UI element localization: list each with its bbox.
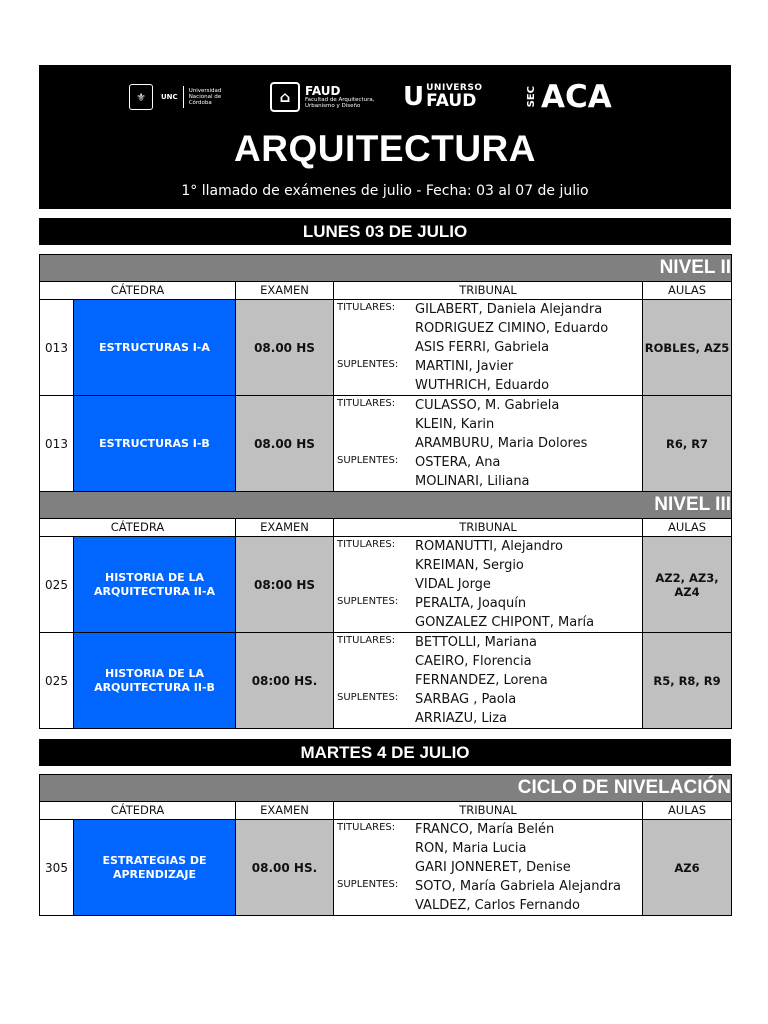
column-header-row xyxy=(40,802,732,820)
titulares-label: TITULARES: xyxy=(337,302,396,313)
page-title: ARQUITECTURA xyxy=(234,128,536,169)
schedule-table xyxy=(39,774,732,916)
column-header-examen: EXAMEN xyxy=(236,802,334,820)
tribunal-member: MARTINI, Javier xyxy=(415,359,514,374)
column-header-tribunal: TRIBUNAL xyxy=(334,282,643,300)
column-header-row xyxy=(40,282,732,300)
faud-logo-title: FAUD xyxy=(305,84,341,98)
day-heading: MARTES 4 DE JULIO xyxy=(39,739,731,766)
level-row xyxy=(40,492,732,519)
course-name: HISTORIA DE LA ARQUITECTURA II-A xyxy=(74,537,236,633)
day-heading: LUNES 03 DE JULIO xyxy=(39,218,731,245)
course-name: ESTRUCTURAS I-B xyxy=(74,396,236,492)
tribunal-member: VIDAL Jorge xyxy=(415,577,491,592)
tribunal-member: GONZALEZ CHIPONT, María xyxy=(415,615,595,630)
page-subtitle: 1° llamado de exámenes de julio - Fecha: 03 al 07 de julio xyxy=(181,183,589,199)
tribunal-member: GARI JONNERET, Denise xyxy=(415,860,571,875)
sec-aca-logo xyxy=(527,77,612,117)
course-code: 025 xyxy=(40,633,74,729)
exam-time: 08.00 HS. xyxy=(236,820,334,916)
exam-time: 08:00 HS. xyxy=(236,633,334,729)
column-header-aulas: AULAS xyxy=(643,519,732,537)
table-row xyxy=(40,396,732,492)
suplentes-label: SUPLENTES: xyxy=(337,692,399,703)
column-header-examen: EXAMEN xyxy=(236,519,334,537)
level-title: NIVEL III xyxy=(40,492,732,519)
exam-time: 08:00 HS xyxy=(236,537,334,633)
unc-logo xyxy=(129,77,223,117)
classroom: AZ2, AZ3, AZ4 xyxy=(643,537,732,633)
tribunal-member: KLEIN, Karin xyxy=(415,417,495,432)
tribunal-member: ROMANUTTI, Alejandro xyxy=(415,539,563,554)
titulares-label: TITULARES: xyxy=(337,398,396,409)
column-header-tribunal: TRIBUNAL xyxy=(334,519,643,537)
course-name: HISTORIA DE LA ARQUITECTURA II-B xyxy=(74,633,236,729)
tribunal-member: GILABERT, Daniela Alejandra xyxy=(415,302,603,317)
level-row xyxy=(40,775,732,802)
column-header-tribunal: TRIBUNAL xyxy=(334,802,643,820)
faud-mark-icon: ⌂ xyxy=(270,82,300,112)
course-code: 025 xyxy=(40,537,74,633)
faud-logo xyxy=(270,77,375,117)
column-header-examen: EXAMEN xyxy=(236,282,334,300)
tribunal-member: OSTERA, Ana xyxy=(415,455,501,470)
level-title: CICLO DE NIVELACIÓN xyxy=(40,775,732,802)
tribunal-member: SOTO, María Gabriela Alejandra xyxy=(415,879,622,894)
column-header-aulas: AULAS xyxy=(643,282,732,300)
column-header-catedra: CÁTEDRA xyxy=(40,282,236,300)
suplentes-label: SUPLENTES: xyxy=(337,879,399,890)
column-header-catedra: CÁTEDRA xyxy=(40,802,236,820)
tribunal-member: RODRIGUEZ CIMINO, Eduardo xyxy=(415,321,609,336)
tribunal-member: CULASSO, M. Gabriela xyxy=(415,398,560,413)
table-row xyxy=(40,633,732,729)
tribunal-cell xyxy=(334,396,643,492)
classroom: R5, R8, R9 xyxy=(643,633,732,729)
table-row xyxy=(40,300,732,396)
tribunal-cell xyxy=(334,537,643,633)
exam-time: 08.00 HS xyxy=(236,300,334,396)
column-header-catedra: CÁTEDRA xyxy=(40,519,236,537)
tribunal-member: PERALTA, Joaquín xyxy=(415,596,527,611)
table-row xyxy=(40,820,732,916)
course-code: 013 xyxy=(40,396,74,492)
tribunal-member: CAEIRO, Florencia xyxy=(415,654,532,669)
classroom: AZ6 xyxy=(643,820,732,916)
aca-logo-text: ACA xyxy=(541,78,612,115)
tribunal-cell xyxy=(334,820,643,916)
course-name: ESTRUCTURAS I-A xyxy=(74,300,236,396)
tribunal-member: ARRIAZU, Liza xyxy=(415,711,508,726)
table-row xyxy=(40,537,732,633)
tribunal-member: RON, Maria Lucia xyxy=(415,841,527,856)
tribunal-member: VALDEZ, Carlos Fernando xyxy=(415,898,580,913)
schedule-table xyxy=(39,254,732,729)
tribunal-cell xyxy=(334,633,643,729)
sec-logo-text: SEC xyxy=(526,86,537,108)
seal-icon: ⚜ xyxy=(129,84,153,110)
suplentes-label: SUPLENTES: xyxy=(337,596,399,607)
universo-u-mark: U xyxy=(403,82,425,112)
tribunal-member: MOLINARI, Liliana xyxy=(415,474,530,489)
column-header-row xyxy=(40,519,732,537)
unc-logo-text: UNC xyxy=(161,93,178,101)
unc-logo-name: Universidad Nacional de Córdoba xyxy=(188,88,222,106)
titulares-label: TITULARES: xyxy=(337,539,396,550)
exam-time: 08.00 HS xyxy=(236,396,334,492)
titulares-label: TITULARES: xyxy=(337,635,396,646)
universo-logo-top: UNIVERSO xyxy=(426,83,483,93)
tribunal-member: FRANCO, María Belén xyxy=(415,822,555,837)
tribunal-member: ASIS FERRI, Gabriela xyxy=(415,340,550,355)
suplentes-label: SUPLENTES: xyxy=(337,359,399,370)
logo-divider xyxy=(183,86,184,108)
course-code: 305 xyxy=(40,820,74,916)
column-header-aulas: AULAS xyxy=(643,802,732,820)
suplentes-label: SUPLENTES: xyxy=(337,455,399,466)
tribunal-member: BETTOLLI, Mariana xyxy=(415,635,537,650)
tribunal-member: WUTHRICH, Eduardo xyxy=(415,378,550,393)
classroom: R6, R7 xyxy=(643,396,732,492)
tribunal-member: KREIMAN, Sergio xyxy=(415,558,524,573)
tribunal-member: ARAMBURU, Maria Dolores xyxy=(415,436,588,451)
universo-faud-logo xyxy=(403,77,483,117)
tribunal-member: FERNANDEZ, Lorena xyxy=(415,673,548,688)
course-name: ESTRATEGIAS DE APRENDIZAJE xyxy=(74,820,236,916)
classroom: ROBLES, AZ5 xyxy=(643,300,732,396)
tribunal-member: SARBAG , Paola xyxy=(415,692,517,707)
level-row xyxy=(40,255,732,282)
logo-strip xyxy=(39,77,731,117)
header xyxy=(39,65,731,209)
tribunal-cell xyxy=(334,300,643,396)
level-title: NIVEL II xyxy=(40,255,732,282)
faud-logo-subtitle: Facultad de Arquitectura, Urbanismo y Diseño xyxy=(305,97,375,109)
universo-logo-main: FAUD xyxy=(426,91,477,111)
course-code: 013 xyxy=(40,300,74,396)
titulares-label: TITULARES: xyxy=(337,822,396,833)
